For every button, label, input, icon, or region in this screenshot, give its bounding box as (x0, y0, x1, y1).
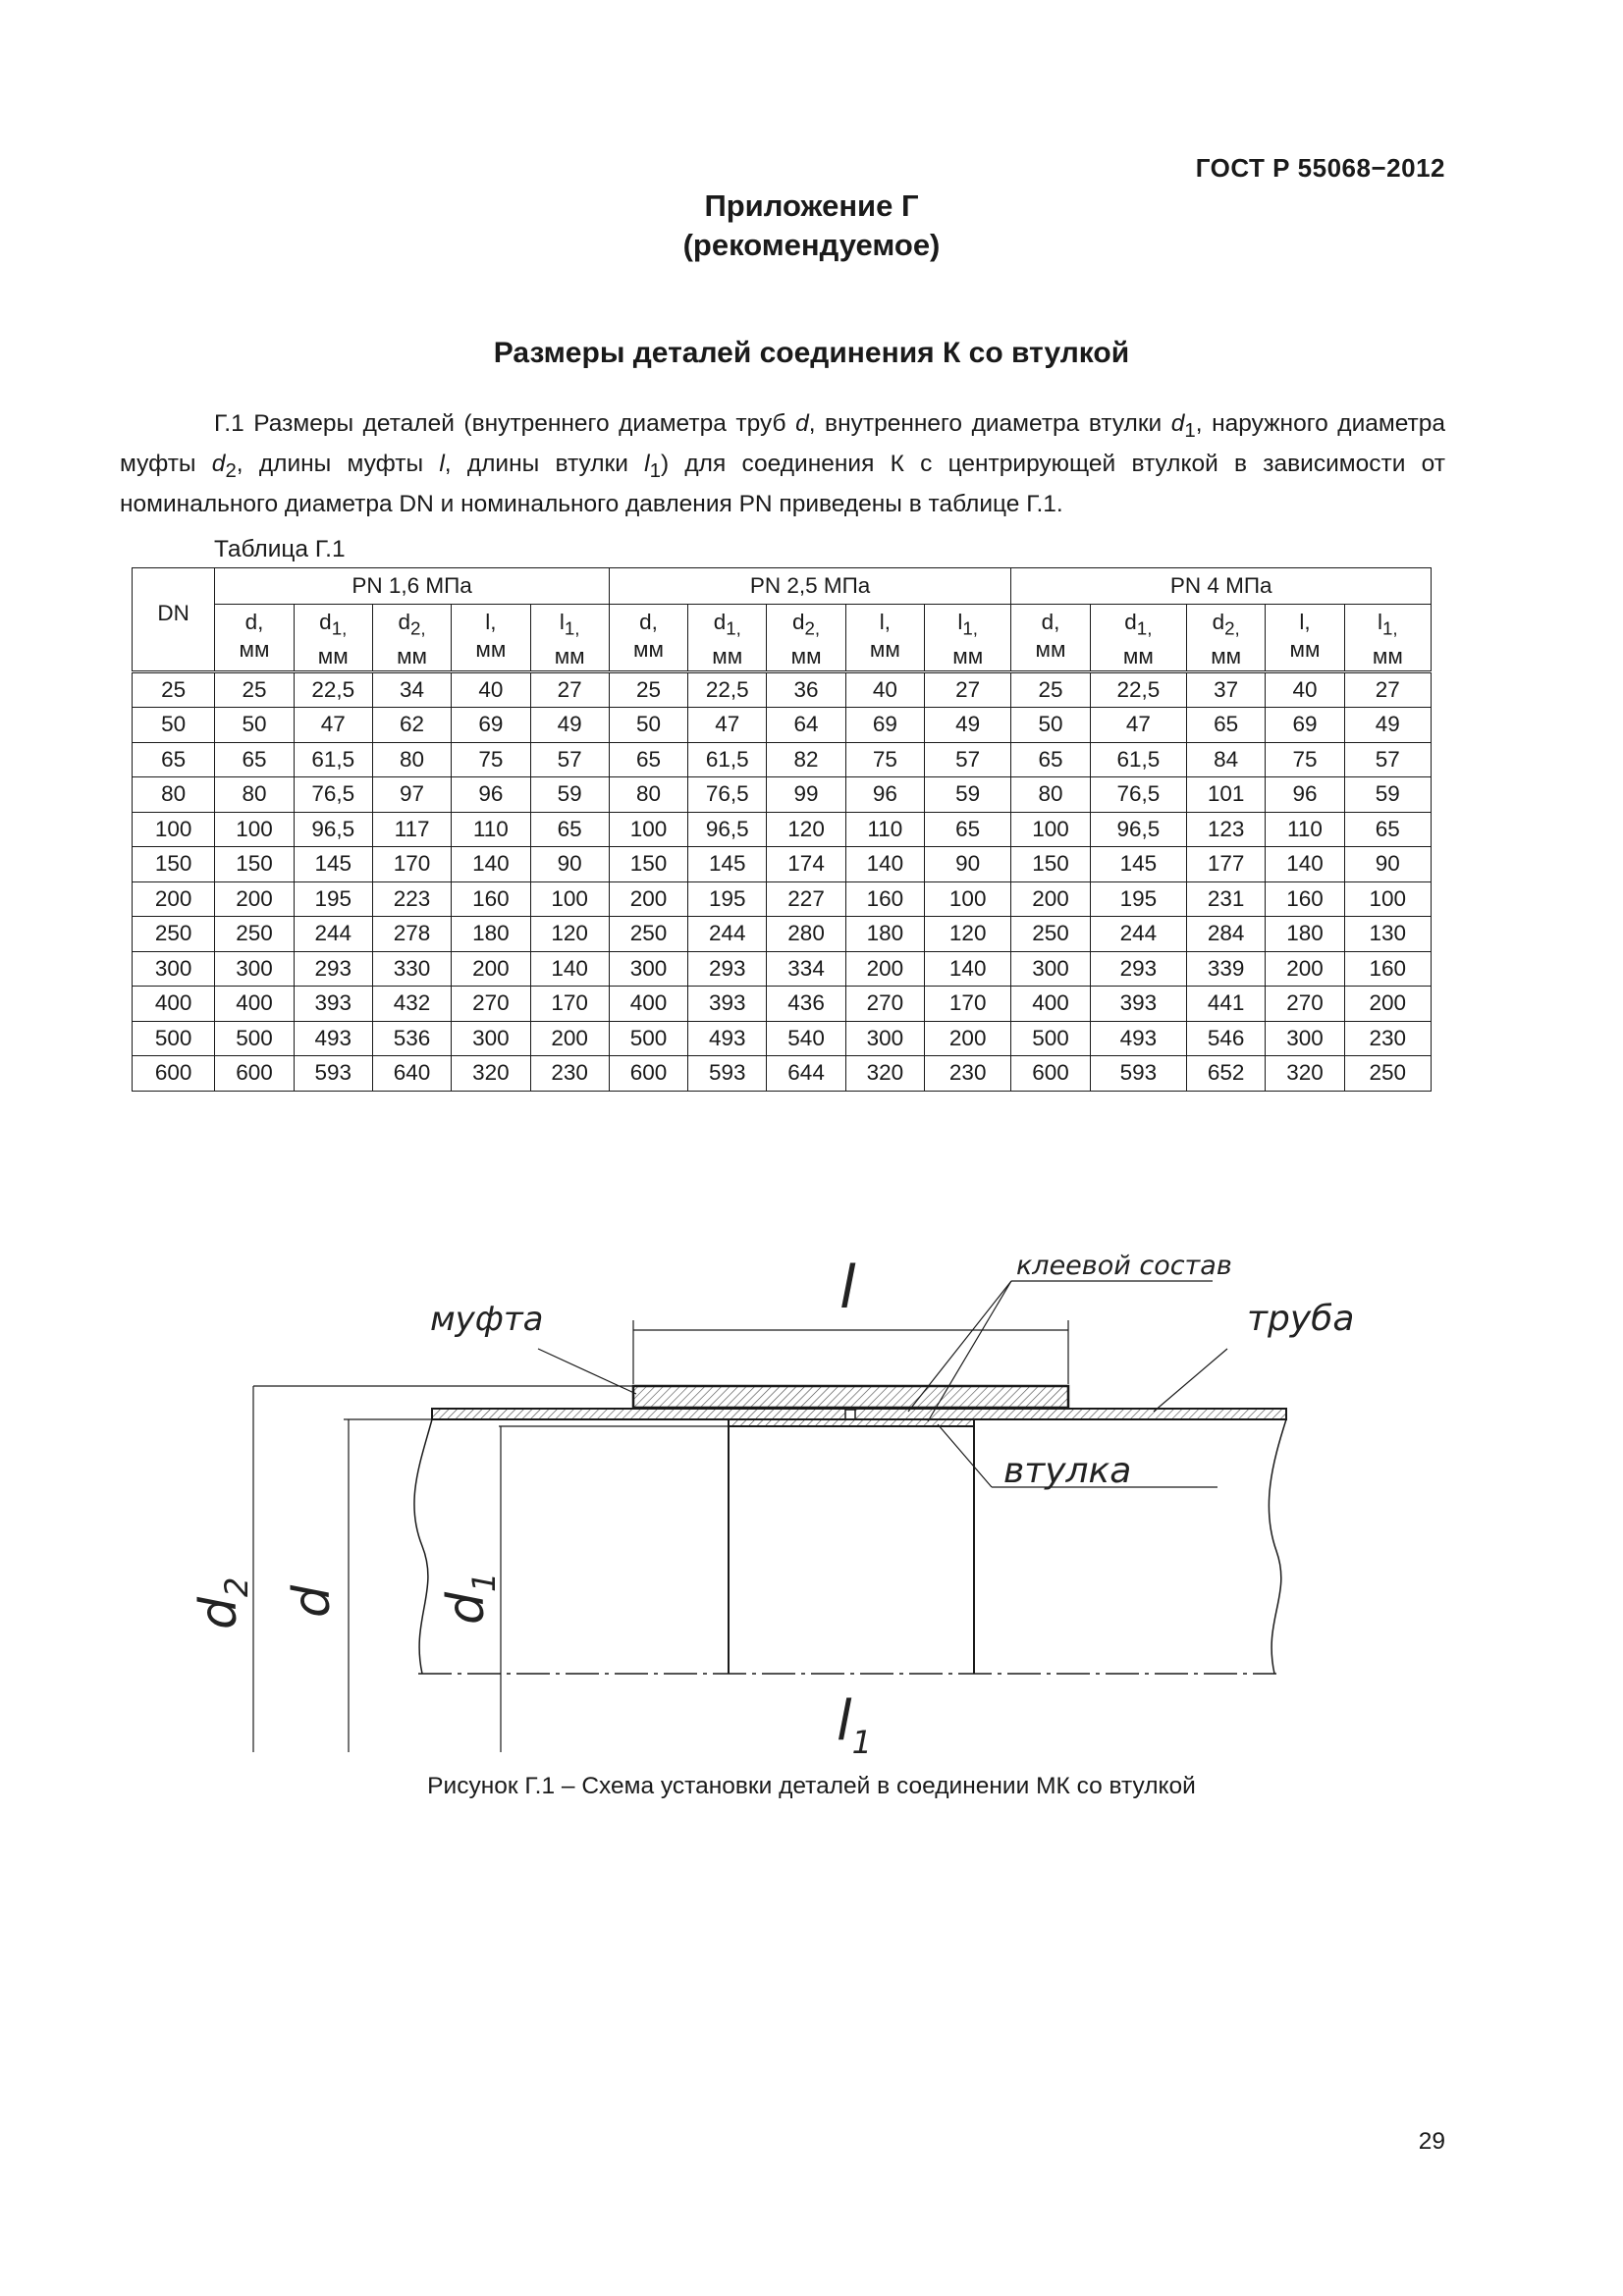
table-cell: 200 (215, 881, 294, 917)
table-cell: 270 (845, 987, 924, 1022)
table-cell: 49 (925, 708, 1011, 743)
column-group-header: PN 2,5 МПа (609, 568, 1011, 605)
table-cell: 100 (925, 881, 1011, 917)
table-cell: 22,5 (688, 671, 767, 708)
table-cell: 170 (925, 987, 1011, 1022)
table-cell: 270 (452, 987, 530, 1022)
table-cell: 400 (133, 987, 215, 1022)
table-cell: 170 (530, 987, 609, 1022)
table-cell: 82 (767, 742, 845, 777)
table-cell: 25 (609, 671, 687, 708)
table-cell: 65 (530, 812, 609, 847)
table-cell: 84 (1187, 742, 1266, 777)
table-cell: 76,5 (294, 777, 372, 813)
table-cell: 432 (372, 987, 451, 1022)
table-cell: 97 (372, 777, 451, 813)
table-cell: 644 (767, 1056, 845, 1092)
table-cell: 250 (1011, 917, 1090, 952)
table-cell: 90 (530, 847, 609, 882)
table-cell: 400 (1011, 987, 1090, 1022)
table-cell: 100 (1344, 881, 1431, 917)
table-cell: 90 (925, 847, 1011, 882)
table-cell: 600 (215, 1056, 294, 1092)
column-header-col-d2: $d_{2,}$ мм (372, 605, 451, 672)
table-cell: 600 (133, 1056, 215, 1092)
table-cell: 57 (530, 742, 609, 777)
table-cell: 36 (767, 671, 845, 708)
table-cell: 174 (767, 847, 845, 882)
table-cell: 300 (133, 951, 215, 987)
column-header-col-d2: $d_{2,}$ мм (1187, 605, 1266, 672)
appendix-heading (0, 187, 1623, 265)
table-cell: 593 (688, 1056, 767, 1092)
table-cell: 57 (1344, 742, 1431, 777)
table-cell: 200 (530, 1021, 609, 1056)
table-cell: 140 (925, 951, 1011, 987)
table-cell: 27 (530, 671, 609, 708)
table-cell: 59 (925, 777, 1011, 813)
installation-diagram (0, 1217, 1623, 1767)
table-cell: 75 (452, 742, 530, 777)
label-adhesive: клеевой состав (1016, 1251, 1232, 1281)
table-cell: 493 (294, 1021, 372, 1056)
pipe-gap (845, 1410, 855, 1419)
table-cell: 593 (294, 1056, 372, 1092)
table-cell: 200 (845, 951, 924, 987)
table-cell: 334 (767, 951, 845, 987)
standard-number: ГОСТ Р 55068−2012 (1195, 153, 1445, 183)
table-row (133, 987, 1432, 1022)
table-cell: 50 (133, 708, 215, 743)
table-cell: 123 (1187, 812, 1266, 847)
table-cell: 493 (688, 1021, 767, 1056)
table-cell: 99 (767, 777, 845, 813)
table-cell: 25 (215, 671, 294, 708)
table-cell: 80 (372, 742, 451, 777)
table-cell: 61,5 (294, 742, 372, 777)
table-cell: 80 (215, 777, 294, 813)
table-cell: 69 (452, 708, 530, 743)
column-header-col-l: l, мм (452, 605, 530, 672)
table-cell: 49 (1344, 708, 1431, 743)
diagram-drawing (253, 1281, 1286, 1752)
table-cell: 140 (1266, 847, 1344, 882)
table-cell: 69 (845, 708, 924, 743)
table-cell: 65 (925, 812, 1011, 847)
table-cell: 293 (294, 951, 372, 987)
table-cell: 284 (1187, 917, 1266, 952)
table-row (133, 881, 1432, 917)
label-d: d (283, 1584, 342, 1618)
label-l1: $l_1$ (837, 1689, 872, 1761)
column-header-col-l1: $l_{1,}$ мм (1344, 605, 1431, 672)
table-cell: 22,5 (294, 671, 372, 708)
pipe-wall (432, 1409, 1286, 1419)
table-cell: 40 (845, 671, 924, 708)
table-cell: 180 (845, 917, 924, 952)
table-row (133, 742, 1432, 777)
table-cell: 280 (767, 917, 845, 952)
table-cell: 130 (1344, 917, 1431, 952)
table-cell: 96 (845, 777, 924, 813)
table-row (133, 777, 1432, 813)
table-cell: 244 (1090, 917, 1186, 952)
table-cell: 65 (1344, 812, 1431, 847)
table-cell: 40 (452, 671, 530, 708)
table-cell: 75 (845, 742, 924, 777)
table-cell: 40 (1266, 671, 1344, 708)
table-cell: 145 (294, 847, 372, 882)
table-cell: 47 (294, 708, 372, 743)
table-group-header-row (133, 568, 1432, 605)
table-cell: 200 (925, 1021, 1011, 1056)
table-cell: 145 (1090, 847, 1186, 882)
table-cell: 160 (1344, 951, 1431, 987)
column-header-col-d1: $d_{1,}$ мм (294, 605, 372, 672)
table-cell: 50 (1011, 708, 1090, 743)
appendix-subtitle: (рекомендуемое) (682, 228, 941, 262)
table-cell: 400 (609, 987, 687, 1022)
table-cell: 75 (1266, 742, 1344, 777)
table-cell: 69 (1266, 708, 1344, 743)
table-cell: 278 (372, 917, 451, 952)
table-cell: 500 (215, 1021, 294, 1056)
table-cell: 50 (215, 708, 294, 743)
table-cell: 96,5 (688, 812, 767, 847)
table-cell: 231 (1187, 881, 1266, 917)
table-row (133, 917, 1432, 952)
table-cell: 250 (609, 917, 687, 952)
coupling-shape (633, 1386, 1068, 1408)
table-cell: 223 (372, 881, 451, 917)
table-cell: 100 (530, 881, 609, 917)
column-header-col-d: d, мм (609, 605, 687, 672)
table-cell: 493 (1090, 1021, 1186, 1056)
table-cell: 145 (688, 847, 767, 882)
table-cell: 180 (1266, 917, 1344, 952)
table-cell: 320 (452, 1056, 530, 1092)
page-number: 29 (1418, 2128, 1445, 2155)
column-header-dn: DN (133, 568, 215, 672)
table-cell: 200 (452, 951, 530, 987)
table-cell: 393 (1090, 987, 1186, 1022)
table-cell: 96,5 (294, 812, 372, 847)
table-cell: 65 (609, 742, 687, 777)
table-cell: 300 (1011, 951, 1090, 987)
table-cell: 244 (294, 917, 372, 952)
table-cell: 250 (215, 917, 294, 952)
table-cell: 120 (530, 917, 609, 952)
table-cell: 96 (452, 777, 530, 813)
table-cell: 47 (688, 708, 767, 743)
diagram-labels (189, 1251, 1354, 1761)
table-cell: 177 (1187, 847, 1266, 882)
table-cell: 195 (688, 881, 767, 917)
table-cell: 300 (845, 1021, 924, 1056)
table-cell: 65 (1187, 708, 1266, 743)
table-cell: 65 (215, 742, 294, 777)
section-title: Размеры деталей соединения К со втулкой (493, 337, 1130, 369)
table-caption: Таблица Г.1 (214, 536, 346, 562)
appendix-title: Приложение Г (704, 188, 919, 223)
table-cell: 100 (609, 812, 687, 847)
table-cell: 61,5 (1090, 742, 1186, 777)
table-cell: 500 (1011, 1021, 1090, 1056)
table-cell: 293 (688, 951, 767, 987)
table-cell: 244 (688, 917, 767, 952)
label-pipe: труба (1247, 1299, 1355, 1339)
table-cell: 100 (1011, 812, 1090, 847)
table-cell: 600 (609, 1056, 687, 1092)
column-header-col-d: d, мм (1011, 605, 1090, 672)
table-cell: 90 (1344, 847, 1431, 882)
table-cell: 227 (767, 881, 845, 917)
table-cell: 536 (372, 1021, 451, 1056)
column-header-col-l1: $l_{1,}$ мм (925, 605, 1011, 672)
table-cell: 150 (609, 847, 687, 882)
table-cell: 500 (609, 1021, 687, 1056)
table-cell: 160 (452, 881, 530, 917)
table-cell: 270 (1266, 987, 1344, 1022)
dimensions-table (132, 567, 1432, 1092)
table-cell: 441 (1187, 987, 1266, 1022)
table-cell: 393 (294, 987, 372, 1022)
table-cell: 150 (1011, 847, 1090, 882)
column-group-header: PN 4 МПа (1011, 568, 1432, 605)
table-cell: 230 (530, 1056, 609, 1092)
table-row (133, 812, 1432, 847)
table-row (133, 671, 1432, 708)
column-group-header: PN 1,6 МПа (215, 568, 610, 605)
table-cell: 200 (1344, 987, 1431, 1022)
table-cell: 170 (372, 847, 451, 882)
table-cell: 120 (767, 812, 845, 847)
table-row (133, 847, 1432, 882)
table-cell: 27 (925, 671, 1011, 708)
table-row (133, 1056, 1432, 1092)
table-cell: 230 (925, 1056, 1011, 1092)
table-cell: 300 (1266, 1021, 1344, 1056)
table-row (133, 1021, 1432, 1056)
table-cell: 640 (372, 1056, 451, 1092)
table-row (133, 708, 1432, 743)
table-cell: 546 (1187, 1021, 1266, 1056)
label-sleeve: втулка (1003, 1451, 1132, 1491)
table-cell: 140 (530, 951, 609, 987)
table-cell: 80 (133, 777, 215, 813)
table-cell: 49 (530, 708, 609, 743)
table-cell: 140 (845, 847, 924, 882)
column-header-col-d2: $d_{2,}$ мм (767, 605, 845, 672)
table-cell: 160 (845, 881, 924, 917)
table-cell: 593 (1090, 1056, 1186, 1092)
table-cell: 22,5 (1090, 671, 1186, 708)
table-cell: 150 (133, 847, 215, 882)
table-cell: 230 (1344, 1021, 1431, 1056)
table-cell: 600 (1011, 1056, 1090, 1092)
label-d1: $d_1$ (437, 1572, 503, 1625)
column-header-col-d1: $d_{1,}$ мм (1090, 605, 1186, 672)
table-cell: 80 (609, 777, 687, 813)
table-cell: 34 (372, 671, 451, 708)
table-cell: 62 (372, 708, 451, 743)
table-cell: 80 (1011, 777, 1090, 813)
table-cell: 57 (925, 742, 1011, 777)
intro-paragraph: Г.1 Размеры деталей (внутреннего диаметра труб d, внутреннего диаметра втулки $d_1$, наружного диаметра муфты $d_2$, длины муфты l, длины втулки $l_1$) для соединения К с центрирующей втулкой в зависимости от номинального диаметра DN и номинального давления PN приведены в таблице Г.1. (120, 410, 1446, 517)
table-cell: 117 (372, 812, 451, 847)
column-header-col-l1: $l_{1,}$ мм (530, 605, 609, 672)
column-header-col-l: l, мм (1266, 605, 1344, 672)
table-cell: 300 (609, 951, 687, 987)
table-cell: 96,5 (1090, 812, 1186, 847)
table-cell: 200 (609, 881, 687, 917)
table-cell: 320 (845, 1056, 924, 1092)
table-cell: 400 (215, 987, 294, 1022)
label-d2: $d_2$ (189, 1576, 255, 1629)
table-cell: 25 (1011, 671, 1090, 708)
column-header-col-l: l, мм (845, 605, 924, 672)
column-header-col-d: d, мм (215, 605, 294, 672)
table-cell: 300 (452, 1021, 530, 1056)
table-cell: 100 (215, 812, 294, 847)
table-cell: 330 (372, 951, 451, 987)
table-cell: 25 (133, 671, 215, 708)
table-cell: 180 (452, 917, 530, 952)
table-cell: 110 (845, 812, 924, 847)
table-cell: 320 (1266, 1056, 1344, 1092)
table-cell: 64 (767, 708, 845, 743)
table-cell: 100 (133, 812, 215, 847)
table-cell: 500 (133, 1021, 215, 1056)
table-cell: 195 (294, 881, 372, 917)
table-cell: 61,5 (688, 742, 767, 777)
figure-caption: Рисунок Г.1 – Схема установки деталей в соединении МК со втулкой (427, 1773, 1196, 1799)
table-cell: 37 (1187, 671, 1266, 708)
table-cell: 96 (1266, 777, 1344, 813)
table-cell: 76,5 (1090, 777, 1186, 813)
table-cell: 339 (1187, 951, 1266, 987)
table-cell: 120 (925, 917, 1011, 952)
table-cell: 160 (1266, 881, 1344, 917)
table-cell: 150 (215, 847, 294, 882)
sleeve-shape (729, 1419, 974, 1426)
table-cell: 200 (133, 881, 215, 917)
table-cell: 300 (215, 951, 294, 987)
table-cell: 101 (1187, 777, 1266, 813)
table-cell: 652 (1187, 1056, 1266, 1092)
table-cell: 110 (1266, 812, 1344, 847)
table-cell: 50 (609, 708, 687, 743)
table-cell: 195 (1090, 881, 1186, 917)
table-cell: 540 (767, 1021, 845, 1056)
label-coupling: муфта (430, 1300, 544, 1339)
table-cell: 250 (1344, 1056, 1431, 1092)
table-cell: 59 (1344, 777, 1431, 813)
table-cell: 250 (133, 917, 215, 952)
table-cell: 47 (1090, 708, 1186, 743)
table-cell: 59 (530, 777, 609, 813)
table-cell: 140 (452, 847, 530, 882)
table-cell: 27 (1344, 671, 1431, 708)
table-cell: 436 (767, 987, 845, 1022)
table-cell: 293 (1090, 951, 1186, 987)
table-cell: 110 (452, 812, 530, 847)
table-cell: 393 (688, 987, 767, 1022)
table-subheader-row (133, 605, 1432, 672)
column-header-col-d1: $d_{1,}$ мм (688, 605, 767, 672)
table-cell: 65 (133, 742, 215, 777)
table-cell: 200 (1011, 881, 1090, 917)
label-l: l (839, 1254, 856, 1322)
table-cell: 76,5 (688, 777, 767, 813)
table-row (133, 951, 1432, 987)
table-cell: 200 (1266, 951, 1344, 987)
table-cell: 65 (1011, 742, 1090, 777)
